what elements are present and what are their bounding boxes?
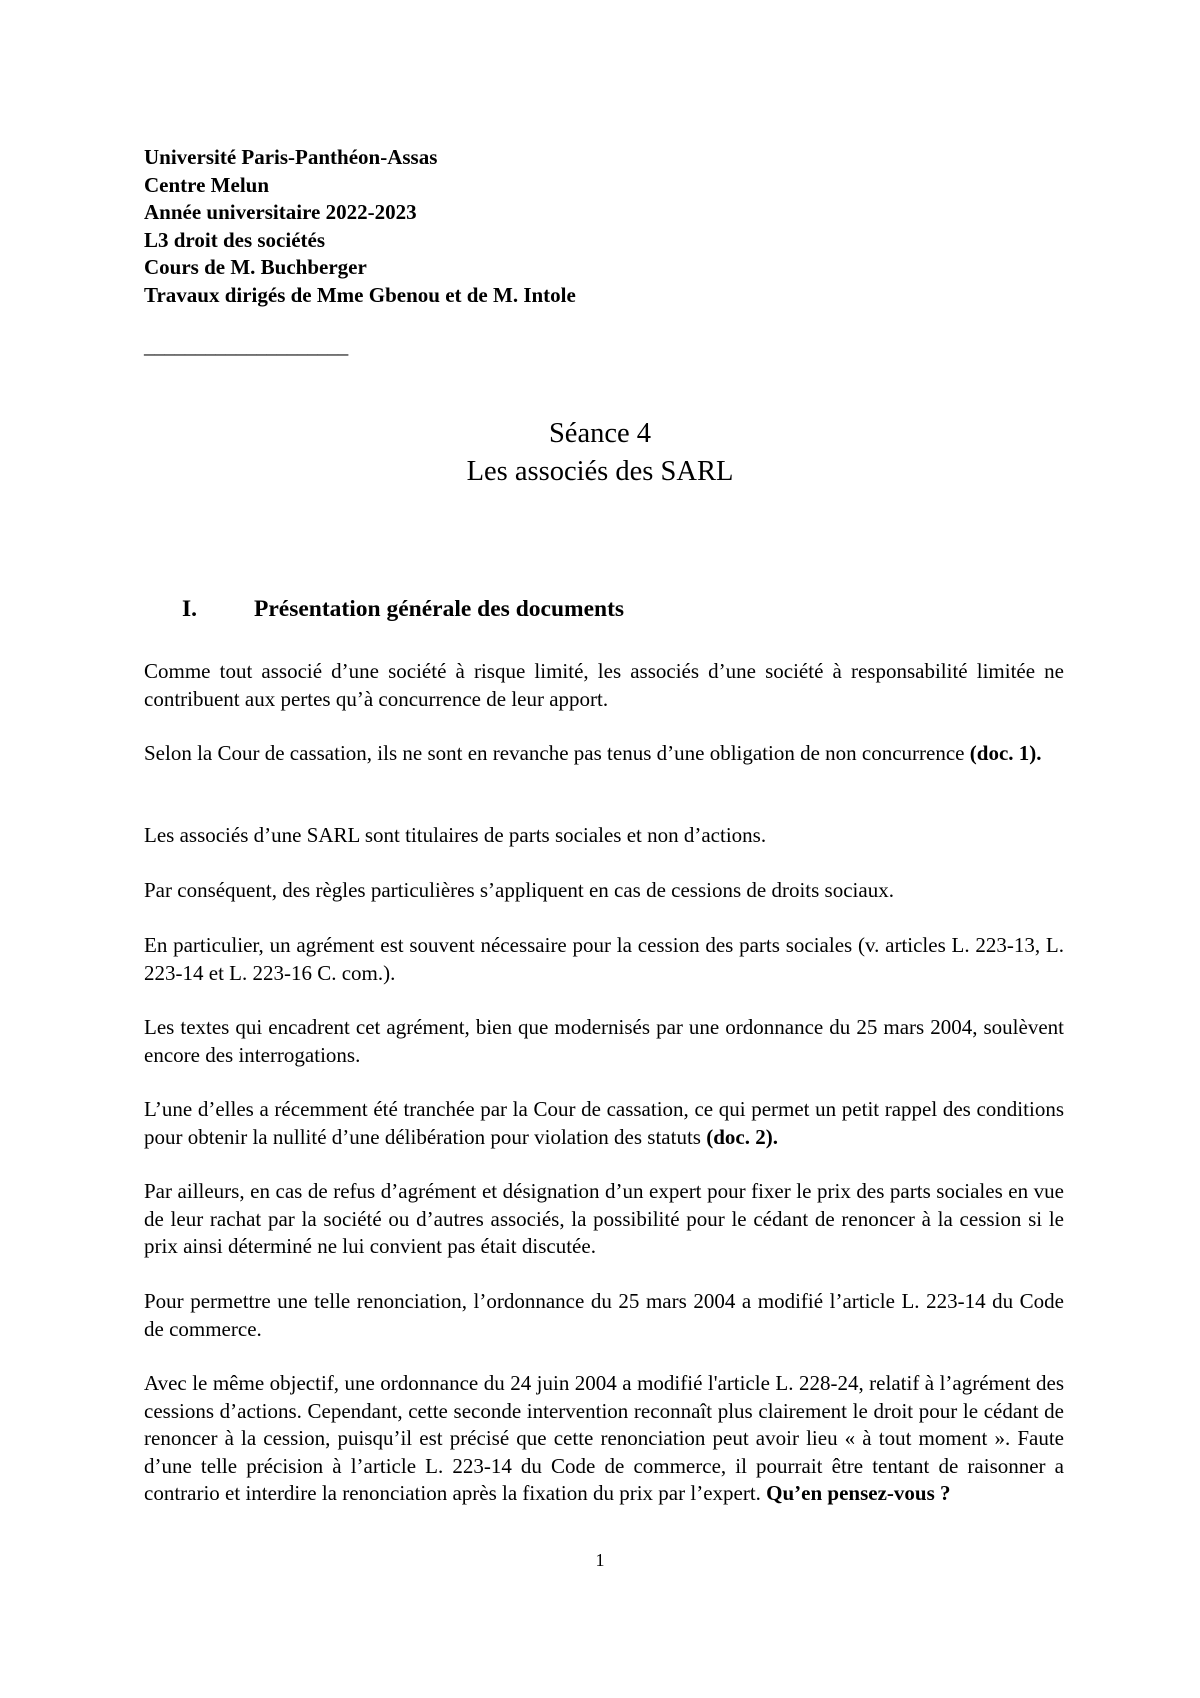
- paragraph-4: Par conséquent, des règles particulières s’appliquent en cas de cessions de droits sociaux.: [144, 878, 894, 902]
- paragraph-7: [144, 1096, 1064, 1151]
- header-tutors: Travaux dirigés de Mme Gbenou et de M. Intole: [144, 282, 576, 307]
- paragraph-3: Les associés d’une SARL sont titulaires de parts sociales et non d’actions.: [144, 823, 767, 847]
- page-number: 1: [595, 1550, 605, 1570]
- paragraph-2: [144, 740, 1064, 768]
- paragraph-7-text: L’une d’elles a récemment été tranchée par la Cour de cassation, ce qui permet un petit rappel des conditions pour obtenir la nullité d’une délibération pour violation des statuts: [144, 1097, 1064, 1149]
- paragraph-5: En particulier, un agrément est souvent nécessaire pour la cession des parts sociales (v. articles L. 223-13, L. 223-14 et L. 223-16 C. com.).: [144, 933, 1064, 985]
- paragraph-10-text: Avec le même objectif, une ordonnance du 24 juin 2004 a modifié l'article L. 228-24, relatif à l’agrément des cessions d’actions. Cependant, cette seconde intervention reconnaît plus clairement le droit pour le cédant de renoncer à la cession, puisqu’il est précisé que cette renonciation peut avoir lieu « à tout moment ». Faute d’une telle précision à l’article L. 223-14 du Code de commerce, il pourrait être tentant de raisonner a contrario et interdire la renonciation après la fixation du prix par l’expert.: [144, 1371, 1064, 1505]
- doc-reference-2: (doc. 2).: [706, 1124, 778, 1149]
- header-course-level: L3 droit des sociétés: [144, 227, 326, 252]
- session-subtitle: Les associés des SARL: [466, 456, 734, 487]
- paragraph-1: Comme tout associé d’une société à risque limité, les associés d’une société à responsabilité limitée ne contribuent aux pertes qu’à concurrence de leur apport.: [144, 659, 1064, 711]
- closing-question: Qu’en pensez-vous ?: [766, 1481, 951, 1505]
- section-number: I.: [182, 596, 198, 622]
- paragraph-9: Pour permettre une telle renonciation, l’ordonnance du 25 mars 2004 a modifié l’article L. 223-14 du Code de commerce.: [144, 1289, 1064, 1341]
- header-centre: Centre Melun: [144, 172, 270, 197]
- header-university: Université Paris-Panthéon-Assas: [144, 145, 438, 169]
- paragraph-6: Les textes qui encadrent cet agrément, bien que modernisés par une ordonnance du 25 mars 2004, soulèvent encore des interrogations.: [144, 1015, 1064, 1067]
- section-heading: [182, 596, 624, 623]
- separator-line: ____________________: [144, 334, 349, 358]
- paragraph-10: [144, 1370, 1064, 1508]
- document-header: [144, 144, 576, 309]
- section-title: Présentation générale des documents: [254, 596, 625, 622]
- session-title: Séance 4: [548, 418, 652, 449]
- header-academic-year: Année universitaire 2022-2023: [144, 200, 417, 224]
- paragraph-8: Par ailleurs, en cas de refus d’agrément et désignation d’un expert pour fixer le prix des parts sociales en vue de leur rachat par la société ou d’autres associés, la possibilité pour le cédant de renoncer à la cession si le prix ainsi déterminé ne lui convient pas était discutée.: [144, 1179, 1064, 1258]
- doc-reference-1: (doc. 1).: [969, 741, 1042, 765]
- header-lecturer: Cours de M. Buchberger: [144, 255, 367, 279]
- paragraph-2-text: Selon la Cour de cassation, ils ne sont en revanche pas tenus d’une obligation de non concurrence: [144, 741, 970, 765]
